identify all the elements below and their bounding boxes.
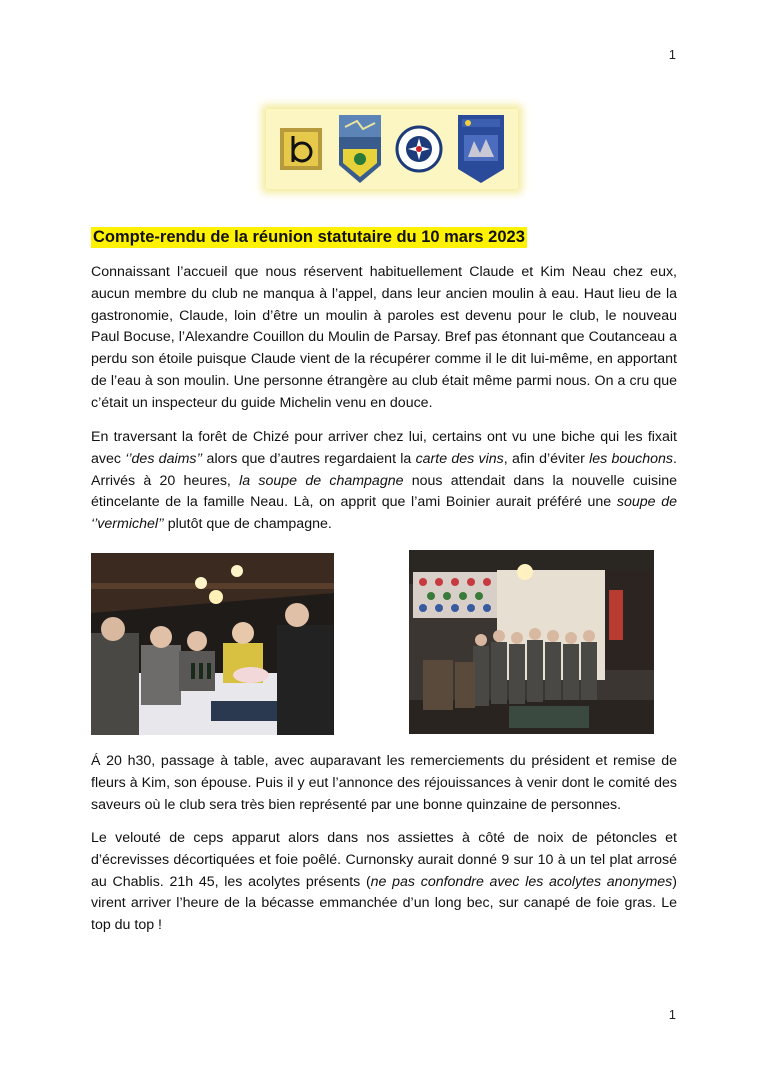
logo-niort-banner (456, 113, 506, 185)
paragraph-dinner: Á 20 h30, passage à table, avec auparavant les remerciements du président et remise de fleurs à Kim, son épouse. Puis il y eut l’annonce des réjouissances à venir dont le comité des saveurs où le club sera très bien représenté par une bonne quinzaine de personnes. (91, 753, 677, 813)
paragraph-welcome: Connaissant l’accueil que nous réservent habituellement Claude et Kim Neau chez eux, aucun membre du club ne manqua à l’appel, dans leur ancien moulin à eau. Haut lieu de la gastronomie, Claude, loin d’être un moulin à paroles est devenu pour le club, le nouveau Paul Bocuse, l’Alexandre Couillon du Moulin de Parsay. Bref pas étonnant que Coutanceau a perdu son étoile puisque Claude vient de la récupérer comme il le dit lui-même, en apportant de l’eau à son moulin. Une personne étrangère au club était même parmi nous. On a cru que c’était un inspecteur du guide Michelin venu en douce. (91, 264, 677, 411)
italic-span: soupe de ‘’vermichel’’ (91, 494, 677, 533)
logo-square (278, 124, 324, 174)
photo-kitchen-aperitif (91, 553, 334, 735)
paragraph-arrival (91, 427, 677, 536)
text-span: En traversant la forêt de Chizé pour arriver chez lui, certains ont vu une biche qui les fixait avec (91, 429, 677, 467)
text-span: plutôt que de champagne. (163, 516, 332, 533)
paragraph-menu (91, 828, 677, 937)
page-number-top: 1 (668, 47, 676, 62)
text-span: alors que d’autres regardaient la (202, 450, 416, 467)
logo-pennant (337, 113, 383, 185)
text-span: , afin d’éviter (503, 450, 590, 467)
italic-span: ‘’des daims’’ (125, 450, 203, 467)
club-logos-banner (266, 109, 518, 189)
italic-span: la soupe de champagne (239, 472, 404, 489)
text-span: nous attendait dans la nouvelle cuisine étincelante de la famille Neau. Là, on apprit que l’ami Boinier aurait préféré une (91, 472, 677, 511)
italic-span: ne pas confondre avec les acolytes anonymes (370, 873, 673, 890)
page-number-bottom: 1 (668, 1007, 676, 1022)
text-span: . Arrivés à 20 heures, (91, 450, 677, 489)
logo-club-41 (395, 124, 443, 174)
text-span: Le velouté de ceps apparut alors dans nos assiettes à côté de noix de pétoncles et d’écrevisses décortiquées et foie poêlé. Curnonsky aurait donné 9 sur 10 à un tel plat arrosé au Chablis. 21h 45, les acolytes présents ( (91, 830, 677, 890)
italic-span: les bouchons (589, 450, 674, 467)
italic-span: carte des vins (415, 450, 504, 467)
photo-group-living-room (409, 550, 654, 734)
report-title: Compte-rendu de la réunion statutaire du 10 mars 2023 (93, 228, 525, 246)
text-span: ) virent arriver l’heure de la bécasse emmanchée d’un long bec, sur canapé de foie gras. Le top du top ! (91, 873, 677, 934)
